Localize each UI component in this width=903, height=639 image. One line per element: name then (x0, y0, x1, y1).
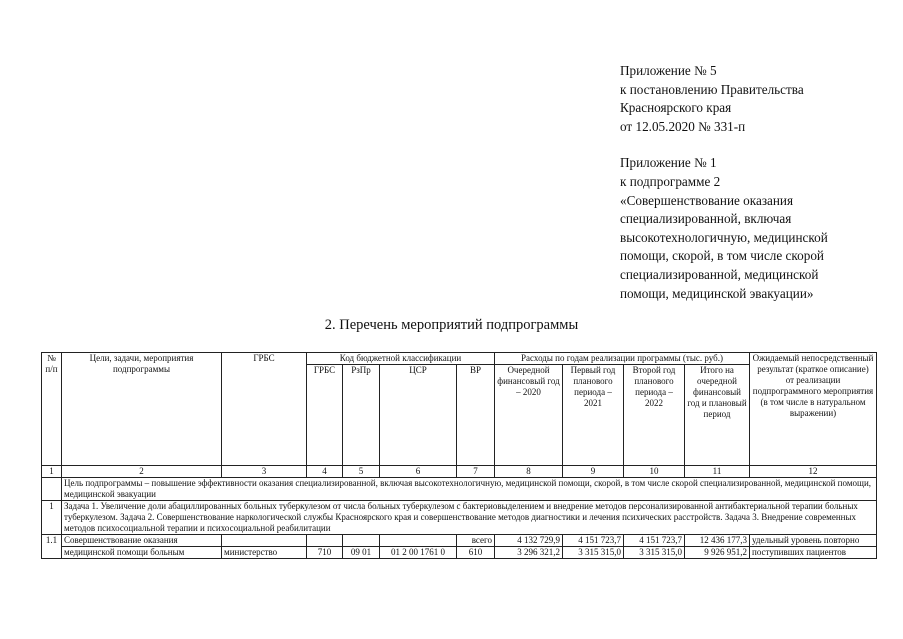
col-number: 9 (563, 466, 624, 478)
item-val-2020: 3 296 321,2 (495, 547, 563, 559)
item-total-2021: 4 151 723,7 (563, 535, 624, 547)
appendix-line: Приложение № 1 (620, 155, 717, 171)
header-grbs-code: ГРБС (307, 365, 343, 466)
header-expenses: Расходы по годам реализации программы (тыс. руб.) (495, 353, 750, 365)
item-vr: 610 (457, 547, 495, 559)
col-number: 5 (343, 466, 380, 478)
header-rzpr: РзПр (343, 365, 380, 466)
task-row (42, 501, 877, 535)
item-row-total (42, 535, 877, 547)
item-rzpr: 09 01 (343, 547, 380, 559)
col-number: 8 (495, 466, 563, 478)
appendix-line: помощи, медицинской эвакуации» (620, 285, 814, 301)
appendix-line: специализированной, включая (620, 211, 792, 227)
header-total: Итого на очередной финансовый год и плановый период (685, 365, 750, 466)
item-row-detail (42, 547, 877, 559)
col-number: 11 (685, 466, 750, 478)
col-number: 2 (62, 466, 222, 478)
item-name-line2: медицинской помощи больным (62, 547, 222, 559)
col-number: 7 (457, 466, 495, 478)
item-total-sum: 12 436 177,3 (685, 535, 750, 547)
task-num: 1 (42, 501, 62, 535)
header-csr: ЦСР (380, 365, 457, 466)
goal-text: Цель подпрограммы – повышение эффективности оказания специализированной, включая высокотехнологичную, медицинской помощи, скорой, в том числе скорой специализированной, медицинской помощи, медицинской эвакуации (62, 478, 877, 501)
header-2021: Первый год планового периода – 2021 (563, 365, 624, 466)
col-number: 4 (307, 466, 343, 478)
page-title: 2. Перечень мероприятий подпрограммы (324, 317, 579, 333)
item-val-sum: 9 926 951,2 (685, 547, 750, 559)
goal-row (42, 478, 877, 501)
header-grbs: ГРБС (222, 353, 307, 466)
item-val-2021: 3 315 315,0 (563, 547, 624, 559)
appendix-line: к подпрограмме 2 (620, 173, 721, 189)
item-vr-total: всего (457, 535, 495, 547)
item-num: 1.1 (42, 535, 62, 559)
appendix-5-block (620, 62, 890, 136)
task-text: Задача 1. Увеличение доли абациллированных больных туберкулезом от числа больных туберкулезом с бактериовыделением и внедрение методов персонализированной антибактериальной терапии больных туберкулезом. Задача 2. Совершенствование наркологической службы Красноярского края и совершенствование методов диагностики и лечения психических расстройств. Задача 3. Внедрение современных методов психосоциальной терапии и психосоциальной реабилитации (62, 501, 877, 535)
appendix-line: специализированной, медицинской (620, 266, 819, 282)
header-2020: Очередной финансовый год – 2020 (495, 365, 563, 466)
col-number: 12 (750, 466, 877, 478)
item-grbs: министерство (222, 547, 307, 559)
appendix-header (620, 62, 890, 303)
appendix-line: высокотехнологичную, медицинской (620, 229, 828, 245)
column-number-row (42, 466, 877, 478)
header-num: № п/п (42, 353, 62, 466)
appendix-line: от 12.05.2020 № 331-п (620, 118, 746, 134)
item-result-line1: удельный уровень повторно (750, 535, 877, 547)
header-budget-code: Код бюджетной классификации (307, 353, 495, 365)
appendix-line: Приложение № 5 (620, 63, 717, 78)
item-grbs-code: 710 (307, 547, 343, 559)
measures-table (41, 352, 877, 559)
appendix-line: Красноярского края (620, 100, 732, 116)
col-number: 10 (624, 466, 685, 478)
col-number: 6 (380, 466, 457, 478)
header-2022: Второй год планового периода – 2022 (624, 365, 685, 466)
appendix-line: помощи, скорой, в том числе скорой (620, 248, 824, 264)
item-total-2020: 4 132 729,9 (495, 535, 563, 547)
header-row (42, 353, 877, 365)
header-result: Ожидаемый непосредственный результат (краткое описание) от реализации подпрограммного мероприятия (в том числе в натуральном выражении) (750, 353, 877, 466)
appendix-line: «Совершенствование оказания (620, 192, 794, 208)
header-vr: ВР (457, 365, 495, 466)
header-goals: Цели, задачи, мероприятия подпрограммы (62, 353, 222, 466)
item-val-2022: 3 315 315,0 (624, 547, 685, 559)
appendix-1-block (620, 154, 890, 303)
item-total-2022: 4 151 723,7 (624, 535, 685, 547)
appendix-line: к постановлению Правительства (620, 81, 804, 97)
item-csr: 01 2 00 1761 0 (380, 547, 457, 559)
col-number: 3 (222, 466, 307, 478)
col-number: 1 (42, 466, 62, 478)
item-name-line1: Совершенствование оказания (62, 535, 222, 547)
item-result-line2: поступивших пациентов (750, 547, 877, 559)
